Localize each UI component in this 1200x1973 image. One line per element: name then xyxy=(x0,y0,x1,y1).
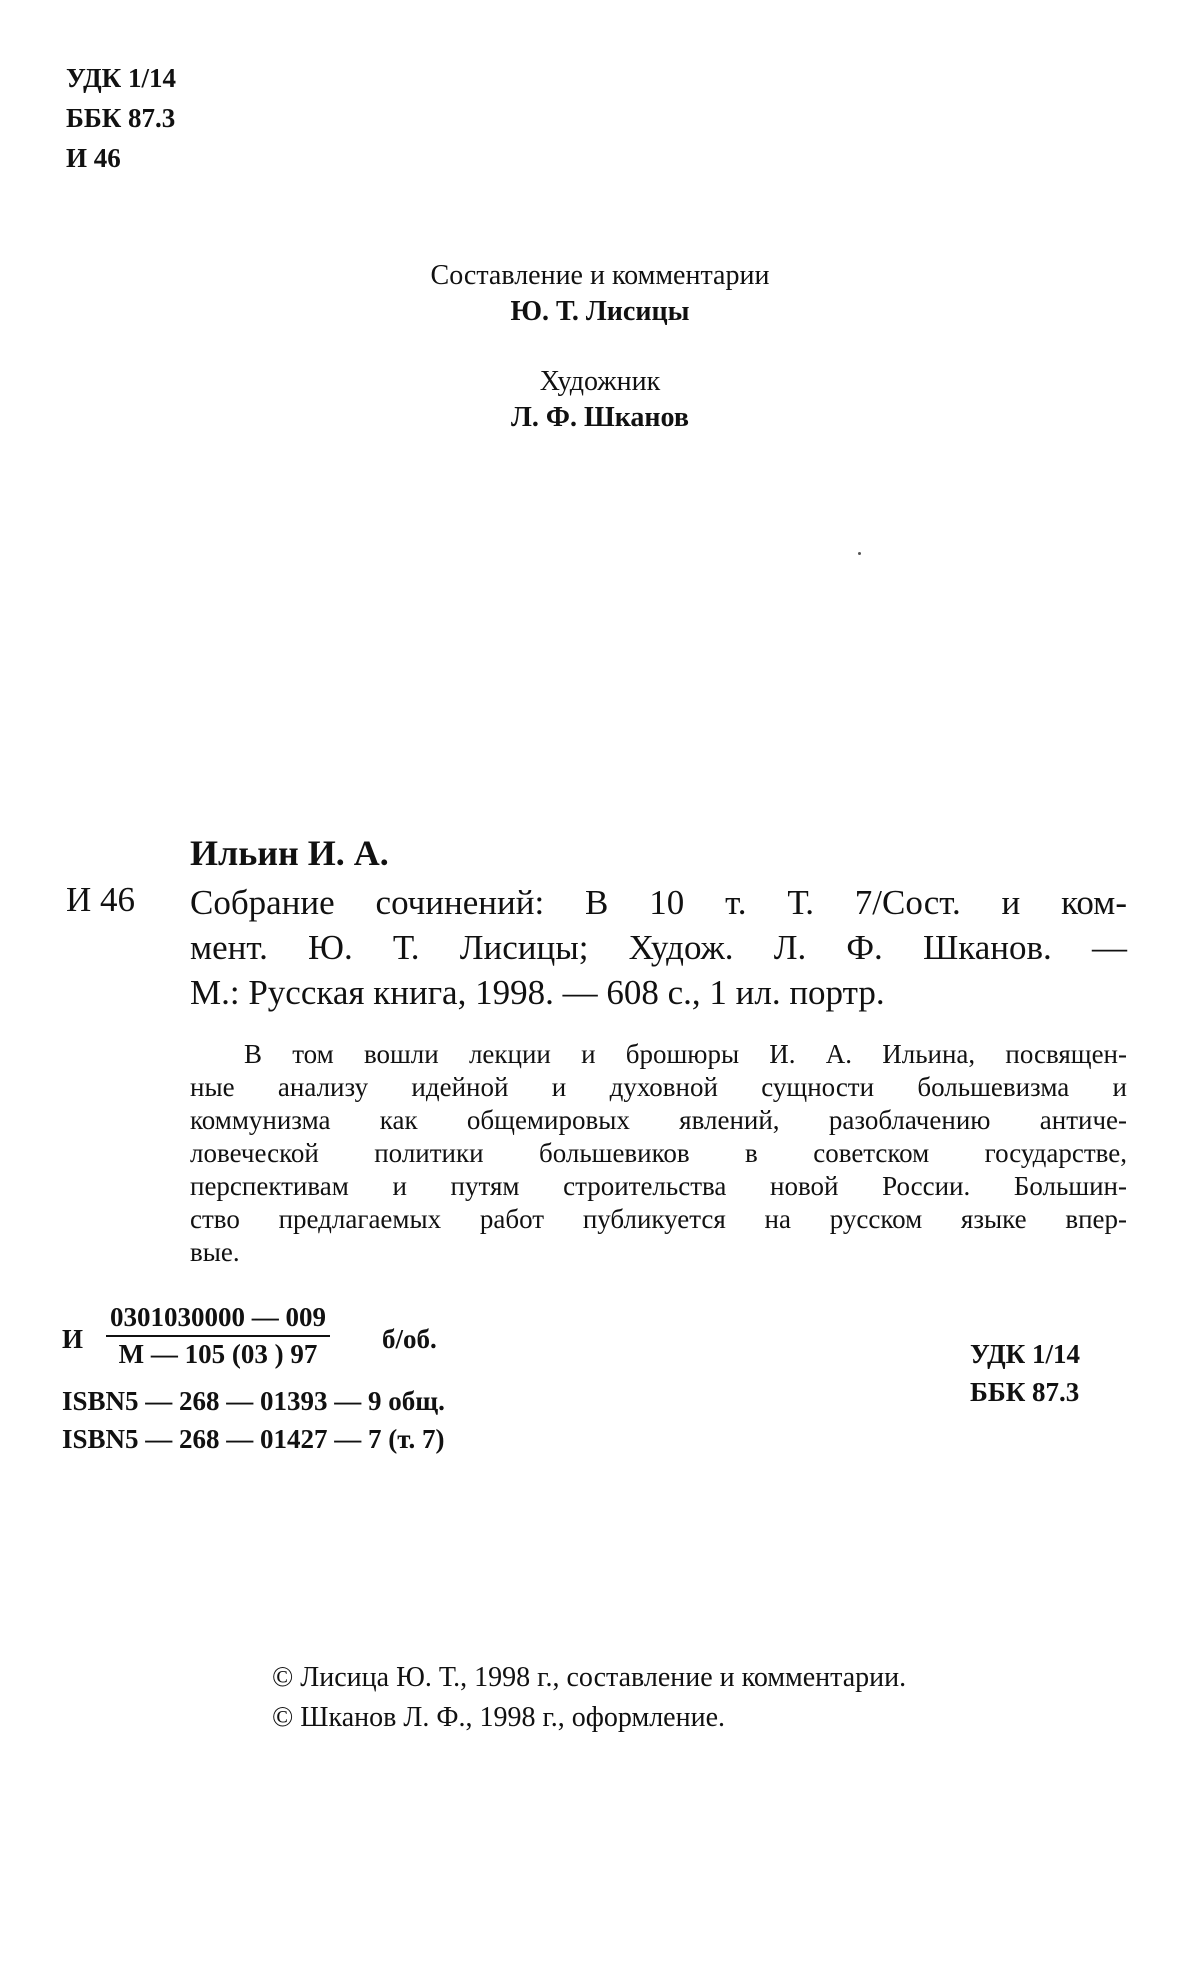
artist-name: Л. Ф. Шканов xyxy=(511,402,689,433)
annotation-line: ные анализу идейной и духовной сущности большевизма и xyxy=(190,1072,1127,1102)
bbk-code: ББК 87.3 xyxy=(66,103,176,133)
description-line: Собрание сочинений: В 10 т. Т. 7/Сост. и ком- xyxy=(190,883,1127,922)
annotation-line: ство предлагаемых работ публикуется на русском языке впер- xyxy=(190,1204,1127,1234)
bibliographic-description xyxy=(190,880,1127,1015)
index-suffix: б/об. xyxy=(382,1324,437,1354)
bbk-code: ББК 87.3 xyxy=(970,1377,1080,1407)
copyright-line: © Лисица Ю. Т., 1998 г., составление и комментарии. xyxy=(272,1662,907,1693)
copyright-notice xyxy=(272,1658,906,1738)
annotation xyxy=(190,1038,1127,1269)
description-line: мент. Ю. Т. Лисицы; Худож. Л. Ф. Шканов. — xyxy=(190,928,1127,967)
index-fraction xyxy=(106,1302,330,1370)
compiler-name: Ю. Т. Лисицы xyxy=(510,296,690,327)
description-line: М.: Русская книга, 1998. — 608 с., 1 ил. портр. xyxy=(190,973,885,1012)
annotation-line: коммунизма как общемировых явлений, разоблачению античе- xyxy=(190,1105,1127,1135)
copyright-line: © Шканов Л. Ф., 1998 г., оформление. xyxy=(272,1702,726,1733)
record-author: Ильин И. А. xyxy=(190,833,389,873)
compiler-role: Составление и комментарии xyxy=(430,260,770,291)
isbn-volume: ISBN5 — 268 — 01427 — 7 (т. 7) xyxy=(62,1424,445,1454)
index-lead: И xyxy=(62,1324,84,1354)
author-mark: И 46 xyxy=(66,143,121,173)
artist-credit xyxy=(0,364,1200,436)
index-denominator: М — 105 (03 ) 97 xyxy=(118,1339,318,1369)
print-speck xyxy=(858,552,861,555)
compiler-credit xyxy=(0,258,1200,330)
annotation-line: В том вошли лекции и брошюры И. А. Ильина, посвящен- xyxy=(244,1039,1127,1069)
udk-code: УДК 1/14 xyxy=(66,63,176,93)
index-numerator: 0301030000 — 009 xyxy=(106,1302,330,1337)
annotation-line: ловеческой политики большевиков в советском государстве, xyxy=(190,1138,1127,1168)
classification-codes-top xyxy=(66,58,176,178)
udk-code: УДК 1/14 xyxy=(970,1339,1080,1369)
artist-role: Художник xyxy=(539,366,661,397)
classification-codes-bottom xyxy=(970,1335,1080,1411)
annotation-line: вые. xyxy=(190,1237,240,1267)
isbn-general: ISBN5 — 268 — 01393 — 9 общ. xyxy=(62,1386,445,1416)
annotation-line: перспективам и путям строительства новой России. Большин- xyxy=(190,1171,1127,1201)
record-code: И 46 xyxy=(66,880,136,919)
